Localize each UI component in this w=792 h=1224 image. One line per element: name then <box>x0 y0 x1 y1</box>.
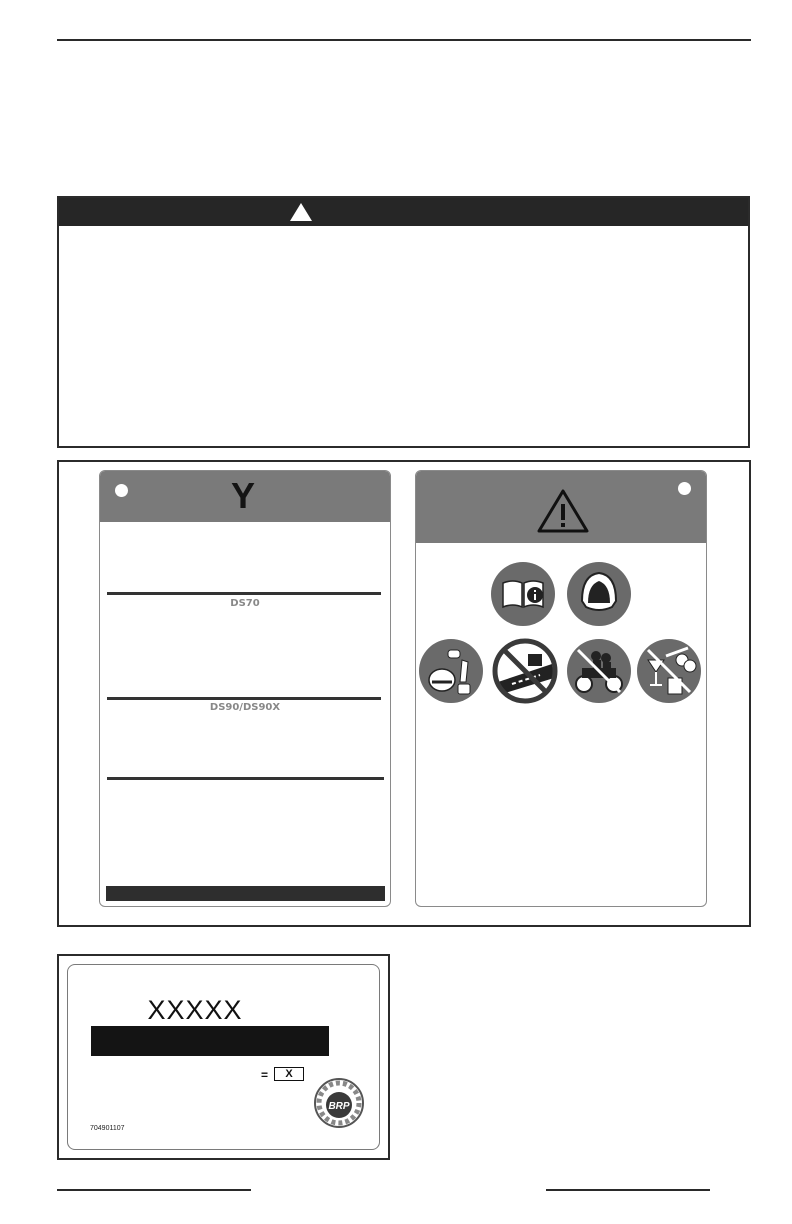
part-number: 704901107 <box>90 1125 125 1132</box>
equals-sign: = <box>261 1068 269 1082</box>
divider-line <box>107 697 381 700</box>
footer-rule-right <box>546 1189 710 1191</box>
model-ds90: DS90/DS90X <box>209 702 281 713</box>
warning-box <box>57 196 750 448</box>
warning-triangle-icon <box>289 202 313 222</box>
maintenance-label-header <box>100 471 390 522</box>
no-passenger-icon <box>566 638 632 704</box>
model-label <box>67 964 380 1150</box>
warning-header <box>59 198 748 226</box>
maintenance-label <box>99 470 391 907</box>
label-hole <box>115 484 128 497</box>
brp-logo-icon <box>313 1077 365 1129</box>
model-code: XXXXX <box>147 995 243 1025</box>
safety-label-header <box>416 471 706 543</box>
warning-triangle-icon <box>536 488 590 534</box>
maintenance-label-letter: Y <box>231 475 256 516</box>
wear-helmet-icon <box>566 561 632 627</box>
no-drugs-alcohol-icon <box>636 638 702 704</box>
footer-rule-left <box>57 1189 251 1191</box>
model-label-frame <box>57 954 390 1160</box>
brp-logo-text: BRP <box>328 1101 350 1112</box>
protective-gear-icon <box>418 638 484 704</box>
divider-line <box>107 592 381 595</box>
divider-line <box>107 777 384 780</box>
top-rule <box>57 39 751 41</box>
model-ds70: DS70 <box>230 598 260 609</box>
read-manual-icon <box>490 561 556 627</box>
value-box: X <box>274 1067 304 1081</box>
no-paved-roads-icon <box>492 638 558 704</box>
safety-label <box>415 470 707 907</box>
label-hole <box>678 482 691 495</box>
model-bar <box>91 1026 329 1056</box>
label-bottom-bar <box>106 886 385 901</box>
labels-frame <box>57 460 751 927</box>
